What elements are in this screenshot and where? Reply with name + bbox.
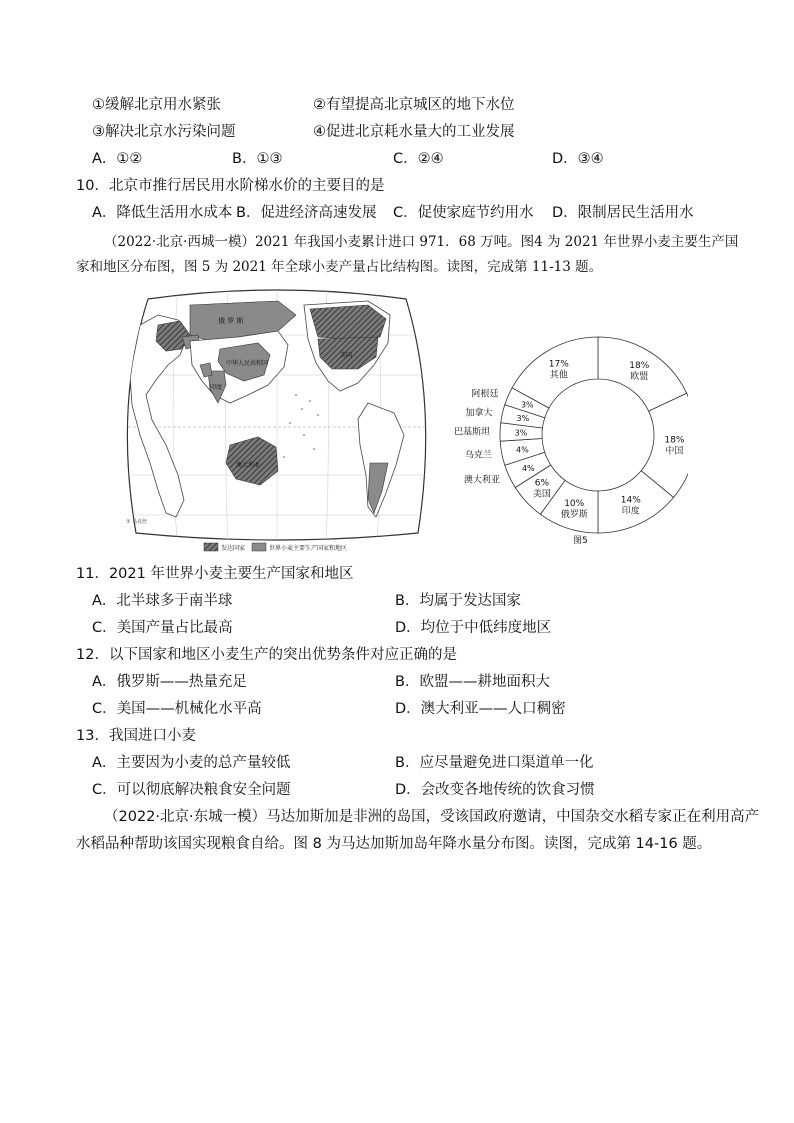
ring-category-label-0: 欧盟 [630, 371, 649, 382]
intro-11-13-line1: （2022·北京·西城一模）2021 年我国小麦累计进口 971．68 万吨。图4 为 2021 年世界小麦主要生产国 [104, 234, 739, 250]
map-label-russia: 俄 罗 斯 [218, 317, 244, 325]
q10-choice-c: C．促使家庭节约用水 [393, 205, 534, 221]
q13-choice-a: A．主要因为小麦的总产量较低 [92, 755, 291, 771]
q10-choice-d: D．限制居民生活用水 [552, 205, 694, 221]
option-1: ①缓解北京用水紧张 [92, 97, 221, 113]
map-label-usa: 美国 [340, 352, 353, 359]
q10-choice-b: B．促进经济高速发展 [236, 205, 377, 221]
ring-value-label-4: 6% [534, 478, 550, 489]
q11-choice-b: B．均属于发达国家 [395, 593, 521, 609]
q9-choice-a: A．①② [92, 151, 143, 167]
world-map-figure [118, 285, 436, 555]
ring-value-label-5: 4% [521, 463, 535, 473]
q10-choice-a: A．降低生活用水成本 [92, 205, 233, 221]
q13-stem: 13．我国进口小麦 [76, 728, 196, 744]
legend-producers-label: 世界小麦主要生产国家和地区 [269, 545, 348, 552]
wheat-share-chart [448, 335, 688, 547]
intro-11-13-line2: 家和地区分布图，图 5 为 2021 年全球小麦产量占比结构图。读图，完成第 11-13 题。 [76, 259, 603, 275]
ring-value-label-6: 4% [516, 445, 529, 455]
ring-category-label-8: 加拿大 [465, 408, 493, 419]
ring-category-label-7: 巴基斯坦 [454, 427, 491, 438]
intro-14-16-line1: （2022·北京·东城一模）马达加斯加是非洲的岛国，受该国政府邀请，中国杂交水稻专家正在利用高产 [104, 809, 760, 825]
q12-choice-a: A．俄罗斯——热量充足 [92, 674, 247, 690]
ring-category-label-3: 俄罗斯 [560, 510, 588, 521]
world-map-svg [118, 285, 436, 555]
q12-choice-c: C．美国——机械化水平高 [92, 701, 262, 717]
ring-category-label-1: 中国 [665, 446, 684, 457]
legend-developed-swatch [204, 543, 218, 551]
q9-choice-c: C．②④ [393, 151, 444, 167]
q12-choice-b: B．欧盟——耕地面积大 [395, 674, 550, 690]
map-label-australia: 澳大利亚 [236, 462, 261, 469]
ring-category-label-6: 乌克兰 [464, 450, 492, 461]
legend-developed-label: 发达国家 [221, 545, 246, 552]
ring-value-label-10: 17% [548, 359, 569, 370]
q11-choice-c: C．美国产量占比最高 [92, 620, 233, 636]
map-legend [204, 543, 347, 552]
q11-stem: 11．2021 年世界小麦主要生产国家和地区 [76, 566, 354, 582]
q11-choice-a: A．北半球多于南半球 [92, 593, 233, 609]
map-label-india: 印度 [210, 384, 223, 391]
ring-value-label-8: 3% [516, 414, 530, 424]
q13-choice-c: C．可以彻底解决粮食安全问题 [92, 782, 291, 798]
ring-category-label-5: 澳大利亚 [463, 475, 500, 486]
ring-category-label-2: 印度 [621, 506, 640, 517]
map-label-china: 中华人民共和国 [226, 360, 269, 367]
ring-value-label-9: 3% [520, 400, 534, 410]
ring-value-label-3: 10% [564, 499, 585, 510]
intro-14-16-line2: 水稻品种帮助该国实现粮食自给。图 8 为马达加斯加岛年降水量分布图。读图，完成第 14-16 题。 [76, 836, 712, 852]
ring-category-label-10: 其他 [549, 370, 568, 381]
ring-category-label-4: 美国 [532, 489, 551, 500]
option-2: ②有望提高北京城区的地下水位 [313, 97, 515, 113]
ring-value-label-0: 18% [629, 360, 650, 371]
legend-producers-swatch [252, 543, 266, 551]
ring-category-label-9: 阿根廷 [471, 389, 499, 400]
q9-choice-b: B．①③ [232, 151, 283, 167]
map-scale-note: ① 马克丝 [126, 519, 148, 525]
q12-choice-d: D．澳大利亚——人口稠密 [395, 701, 566, 717]
option-3: ③解决北京水污染问题 [92, 124, 236, 140]
option-4: ④促进北京耗水量大的工业发展 [313, 124, 515, 140]
ring-chart-svg [448, 335, 688, 547]
canada-region [310, 305, 386, 339]
q11-choice-d: D．均位于中低纬度地区 [395, 620, 552, 636]
q12-stem: 12．以下国家和地区小麦生产的突出优势条件对应正确的是 [76, 647, 457, 663]
q13-choice-b: B．应尽量避免进口渠道单一化 [395, 755, 594, 771]
q9-choice-d: D．③④ [552, 151, 604, 167]
q13-choice-d: D．会改变各地传统的饮食习惯 [395, 782, 595, 798]
chart-title: 图5 [573, 536, 588, 546]
q10-stem: 10．北京市推行居民用水阶梯水价的主要目的是 [76, 178, 385, 194]
ring-value-label-1: 18% [664, 435, 685, 446]
ring-value-label-2: 14% [620, 495, 641, 506]
ring-value-label-7: 3% [514, 428, 528, 438]
